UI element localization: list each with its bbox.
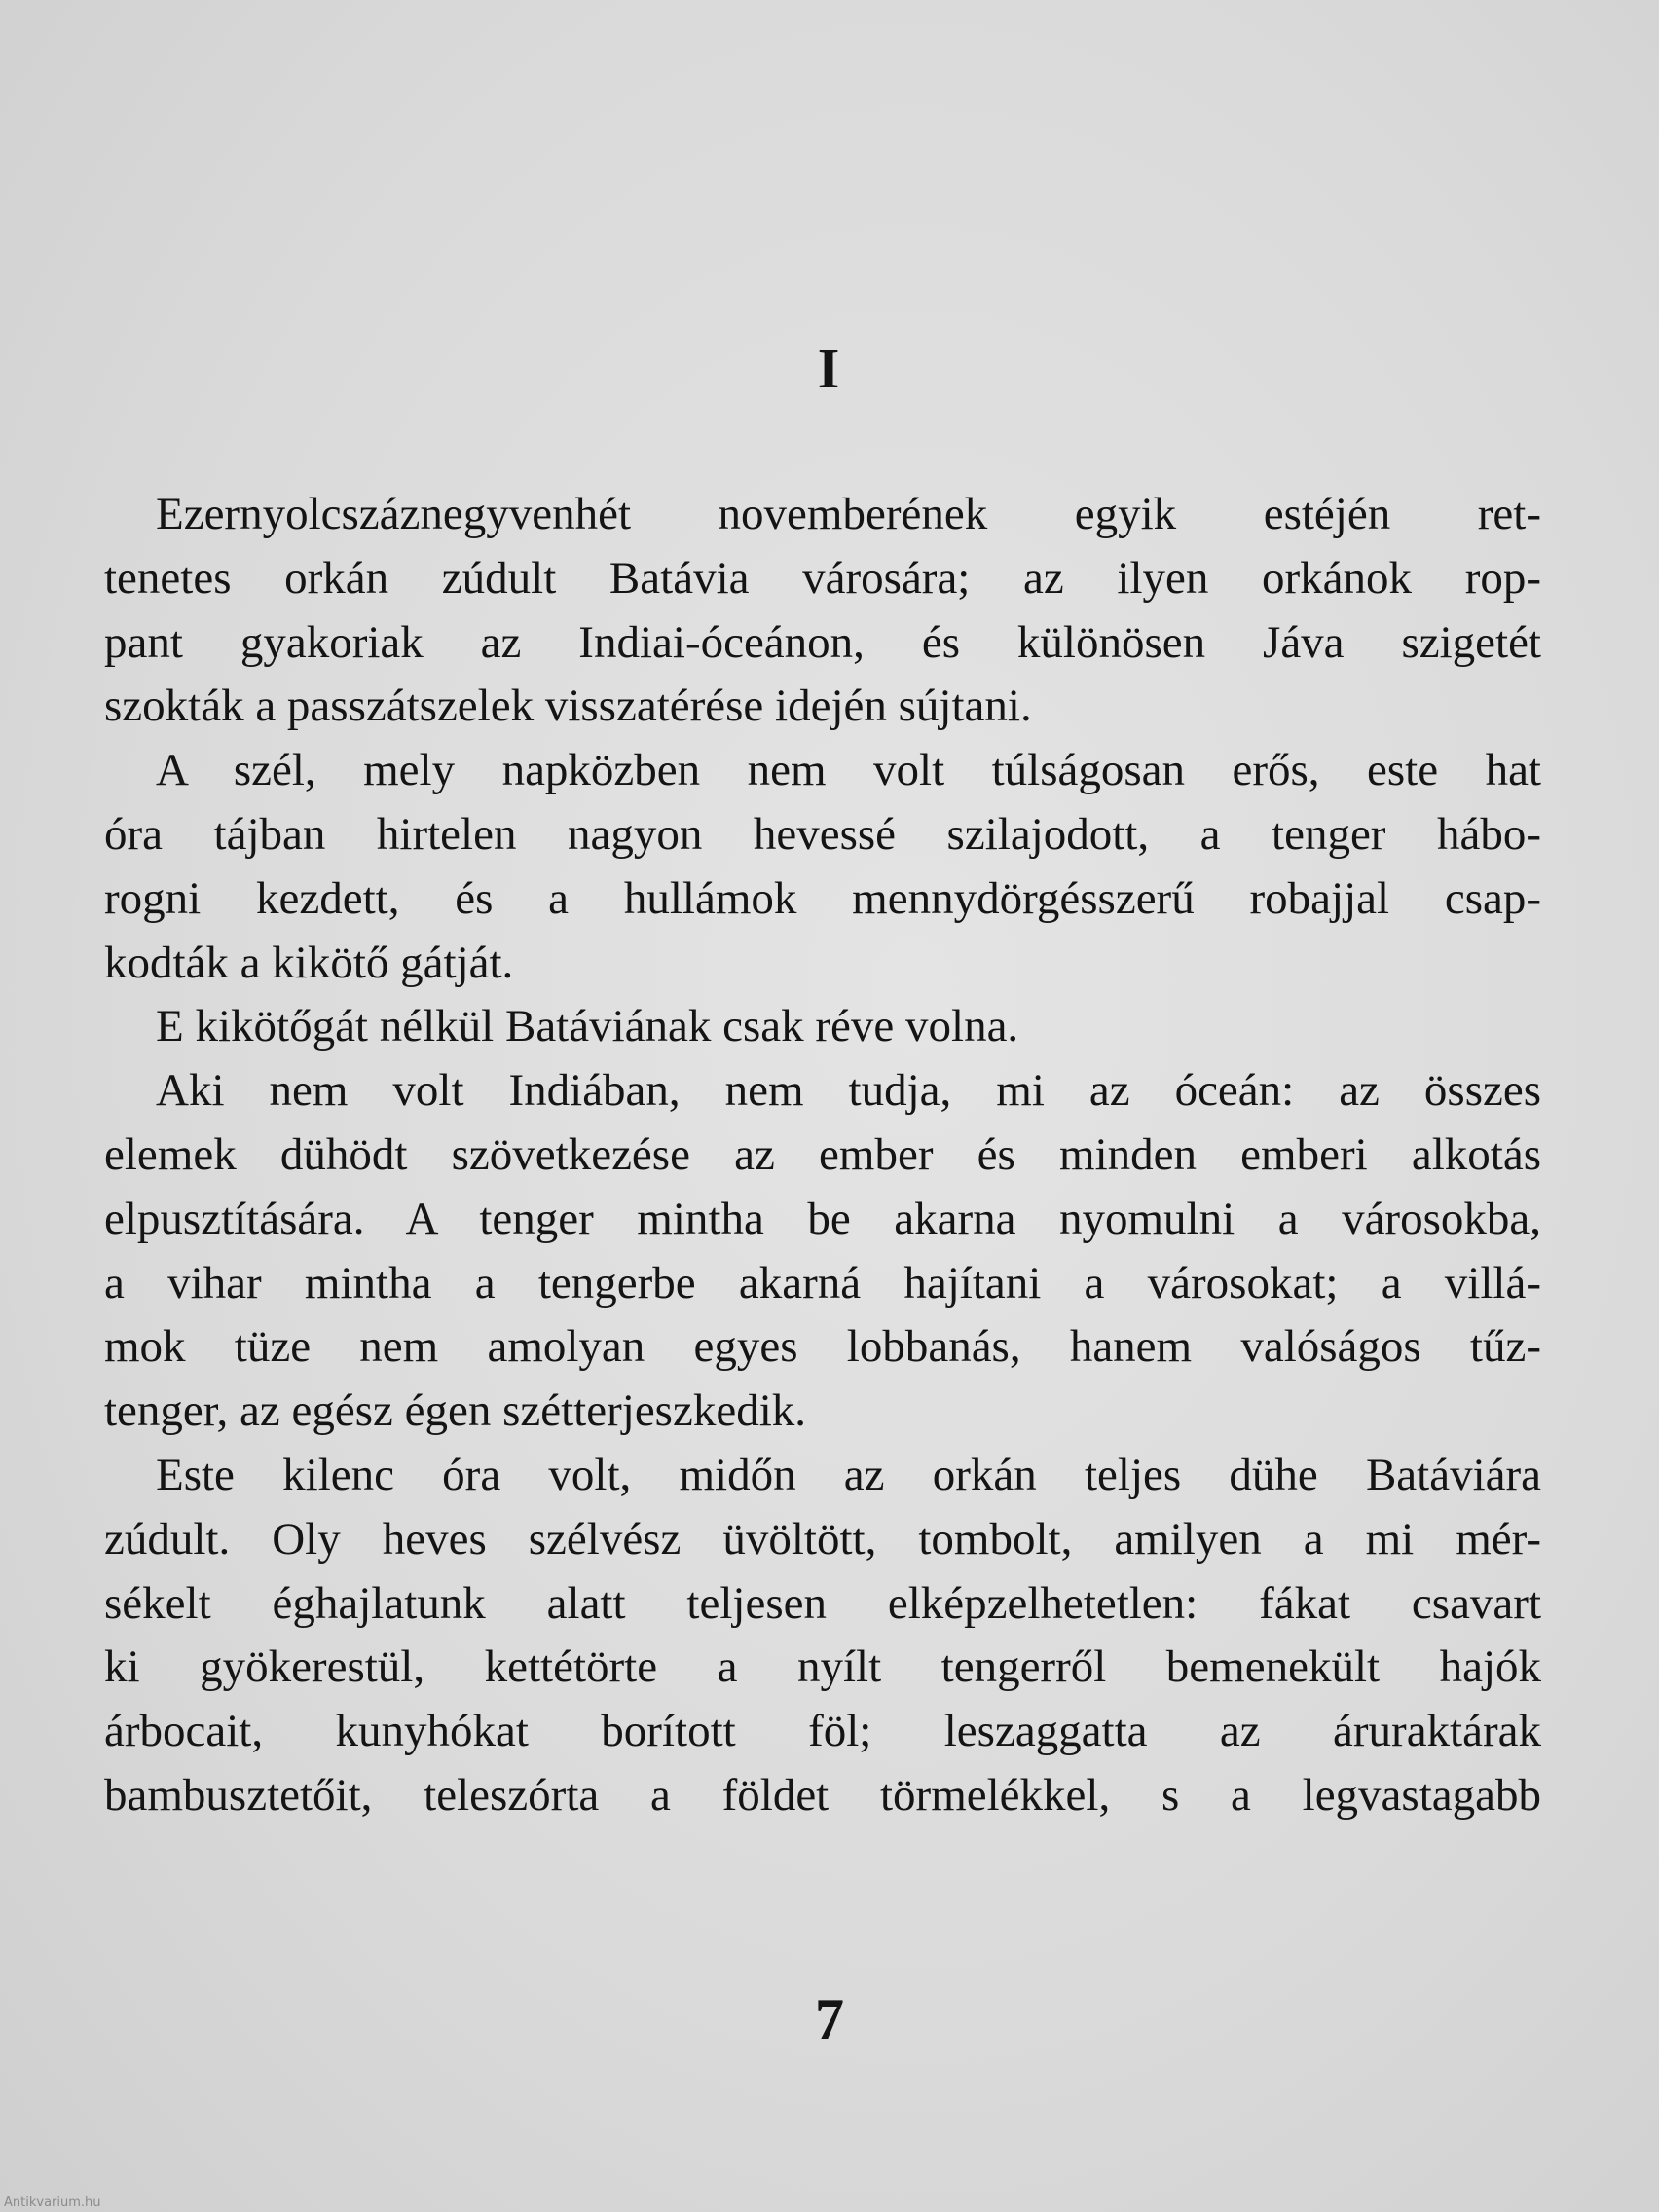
text-line: rogni kezdett, és a hullámok mennydörgésszerű robajjal csap- (104, 872, 1541, 924)
text-line: A szél, mely napközben nem volt túlságosan erős, este hat (156, 745, 1541, 796)
text-line: bambusztetőit, teleszórta a földet törmelékkel, s a legvastagabb (104, 1769, 1541, 1821)
text-line: elpusztítására. A tenger mintha be akarna nyomulni a városokba, (104, 1193, 1541, 1244)
text-line: óra tájban hirtelen nagyon hevessé szilajodott, a tenger hábo- (104, 808, 1541, 860)
paragraph (104, 739, 1541, 995)
text-line: ki gyökerestül, kettétörte a nyílt tengerről bemenekült hajók (104, 1641, 1541, 1693)
paragraph (104, 1059, 1541, 1444)
body-text (104, 483, 1541, 1828)
watermark: Antikvarium.hu (4, 2195, 101, 2210)
text-line: zúdult. Oly heves szélvész üvöltött, tombolt, amilyen a mi mér- (104, 1513, 1541, 1565)
text-line: Aki nem volt Indiában, nem tudja, mi az óceán: az összes (156, 1065, 1541, 1117)
text-line: Ezernyolcszáznegyvenhét novemberének egyik estéjén ret- (156, 489, 1541, 539)
paragraph (104, 483, 1541, 739)
page-number: 7 (815, 1987, 844, 2051)
text-line: a vihar mintha a tengerbe akarná hajítani a városokat; a villá- (104, 1257, 1541, 1309)
text-line: szokták a passzátszelek visszatérése idején sújtani. (104, 681, 1032, 732)
text-line: sékelt éghajlatunk alatt teljesen elképzelhetetlen: fákat csavart (104, 1577, 1541, 1629)
paragraph (104, 1444, 1541, 1828)
text-line: árbocait, kunyhókat borított föl; leszaggatta az áruraktárak (104, 1706, 1541, 1757)
text-line: tenetes orkán zúdult Batávia városára; az ilyen orkánok rop- (104, 552, 1541, 604)
text-line: Este kilenc óra volt, midőn az orkán teljes dühe Batáviára (156, 1449, 1541, 1500)
paragraph (104, 995, 1541, 1059)
chapter-number: I (817, 337, 842, 400)
text-line: elemek dühödt szövetkezése az ember és minden emberi alkotás (104, 1128, 1541, 1180)
text-line: E kikötőgát nélkül Batáviának csak réve volna. (156, 1001, 1019, 1052)
text-line: kodták a kikötő gátját. (104, 937, 514, 988)
text-line: pant gyakoriak az Indiai-óceánon, és különösen Jáva szigetét (104, 616, 1541, 668)
text-line: tenger, az egész égen szétterjeszkedik. (104, 1385, 806, 1437)
text-line: mok tüze nem amolyan egyes lobbanás, hanem valóságos tűz- (104, 1321, 1541, 1373)
